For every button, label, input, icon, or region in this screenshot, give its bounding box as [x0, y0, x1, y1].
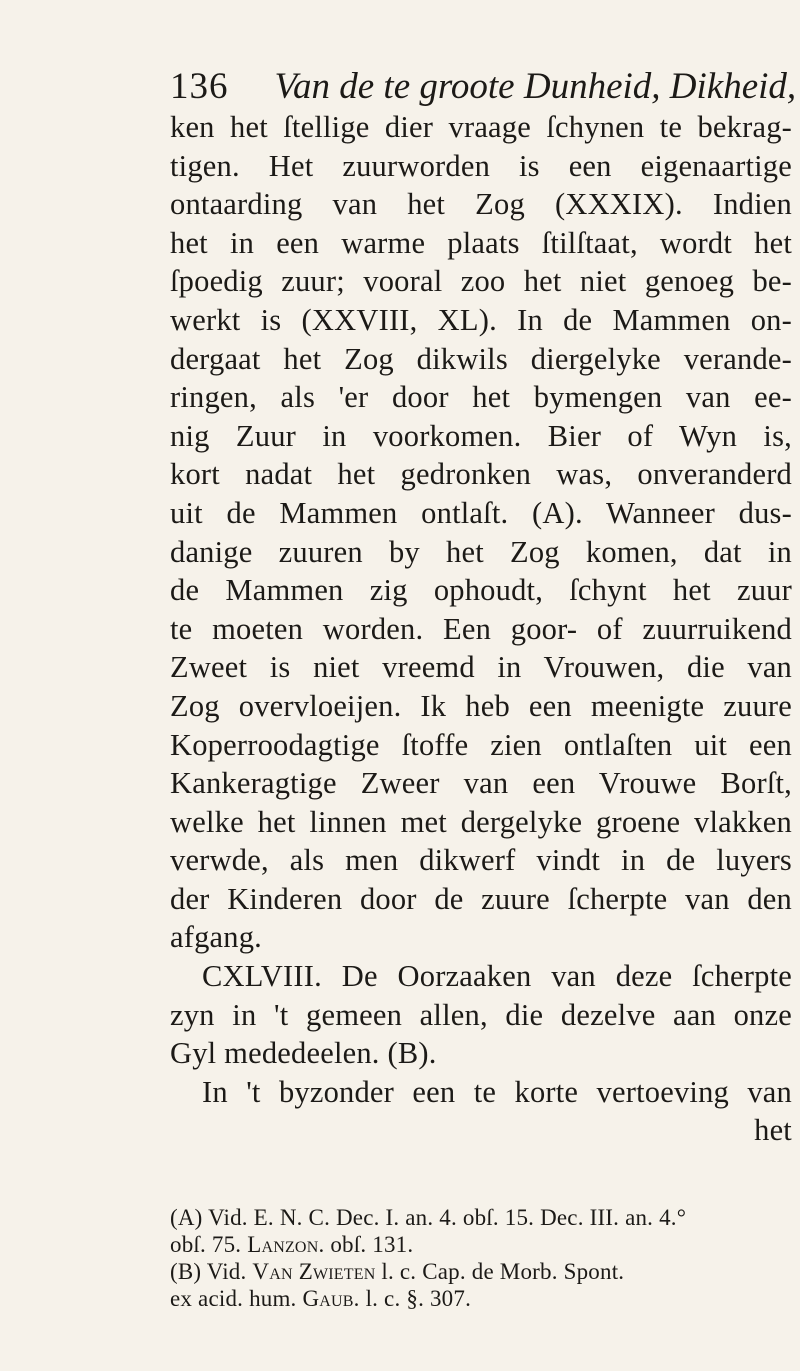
text-line: ringen, als 'er door het bymengen van ee-	[170, 380, 792, 415]
text-line: het in een warme plaats ſtilſtaat, wordt het	[170, 225, 792, 260]
footnote-text: ex acid. hum.	[170, 1286, 303, 1311]
page-number: 136	[170, 66, 229, 107]
text-line: te moeten worden. Een goor- of zuurruikend	[170, 611, 792, 646]
footnote-a: (A) Vid. E. N. C. Dec. I. an. 4. obſ. 15. Dec. III. an. 4.°	[170, 1205, 687, 1230]
text-line: danige zuuren by het Zog komen, dat in	[170, 534, 792, 569]
text-line: Koperroodagtige ſtoffe zien ontlaſten uit een	[170, 727, 792, 762]
text-line: In 't byzonder een te korte vertoeving van	[202, 1074, 792, 1109]
footnote-author: Gaub	[302, 1286, 354, 1311]
text-line: Zweet is niet vreemd in Vrouwen, die van	[170, 650, 792, 685]
text-line: uit de Mammen ontlaſt. (A). Wanneer dus-	[170, 495, 792, 530]
footnote-text: obſ. 75.	[170, 1232, 248, 1257]
footnote-text: l. c. Cap. de Morb. Spont.	[375, 1259, 625, 1284]
text-line: zyn in 't gemeen allen, die dezelve aan onze	[170, 997, 792, 1032]
footnote-author: Lanzon	[247, 1232, 319, 1257]
footnote-text: . l. c. §. 307.	[353, 1286, 472, 1311]
footnote-b-continued	[170, 1285, 792, 1312]
footnotes	[170, 1204, 792, 1312]
section-heading-line: CXLVIII. De Oorzaaken van deze ſcherpte	[202, 959, 792, 994]
text-line: ontaarding van het Zog (XXXIX). Indien	[170, 187, 792, 222]
footnote-b	[170, 1258, 792, 1285]
text-line: kort nadat het gedronken was, onveranderd	[170, 457, 792, 492]
catchword: het	[754, 1113, 792, 1148]
footnote-text: (B) Vid.	[170, 1259, 253, 1284]
footnote-author: Van Zwieten	[252, 1259, 376, 1284]
running-title: Van de te groote Dunheid, Dikheid,	[274, 66, 797, 107]
text-line: welke het linnen met dergelyke groene vlakken	[170, 804, 792, 839]
running-header	[170, 62, 797, 112]
text-line: der Kinderen door de zuure ſcherpte van den	[170, 881, 792, 916]
text-line: de Mammen zig ophoudt, ſchynt het zuur	[170, 573, 792, 608]
text-line: verwde, als men dikwerf vindt in de luyers	[170, 843, 792, 878]
text-line: dergaat het Zog dikwils diergelyke verande-	[170, 341, 792, 376]
text-line: tigen. Het zuurworden is een eigenaartige	[170, 148, 792, 183]
footnote-a-continued	[170, 1231, 792, 1258]
text-line: Gyl mededeelen. (B).	[170, 1036, 437, 1071]
text-line: Zog overvloeijen. Ik heb een meenigte zuure	[170, 688, 792, 723]
text-line: ken het ſtellige dier vraage ſchynen te bekrag-	[170, 110, 792, 144]
text-line: nig Zuur in voorkomen. Bier of Wyn is,	[170, 418, 792, 453]
text-line: werkt is (XXVIII, XL). In de Mammen on-	[170, 302, 792, 337]
body-text	[170, 108, 792, 1150]
text-line: ſpoedig zuur; vooral zoo het niet genoeg be-	[170, 264, 792, 299]
footnote-text: . obſ. 131.	[318, 1232, 414, 1257]
text-line: afgang.	[170, 920, 263, 955]
text-line: Kankeragtige Zweer van een Vrouwe Borſt,	[170, 766, 792, 801]
